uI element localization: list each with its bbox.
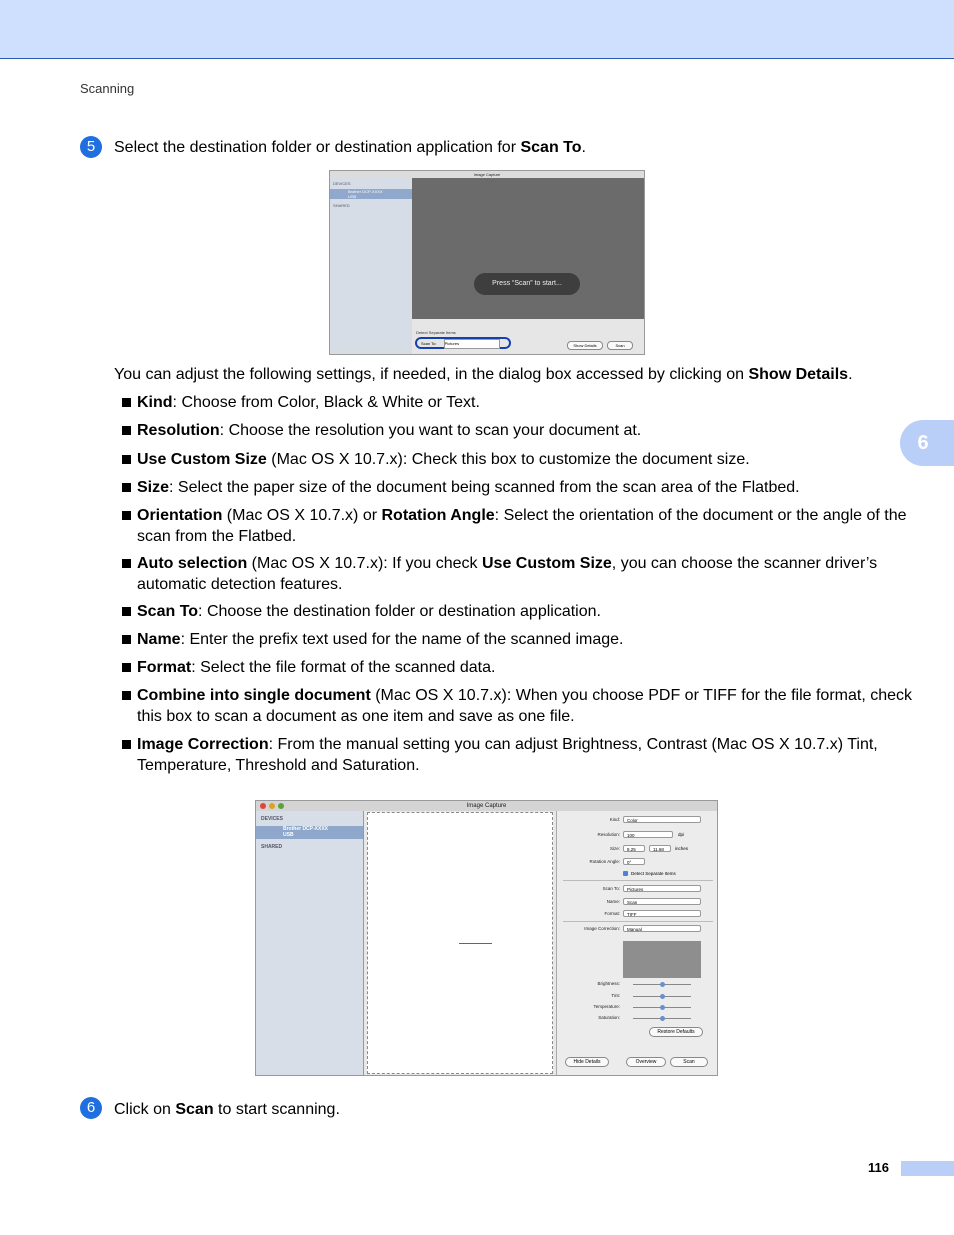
bullet-text: : Select the file format of the scanned data. xyxy=(191,659,496,676)
separator xyxy=(563,880,713,881)
size-label: Size: xyxy=(609,846,620,851)
hide-details-button[interactable]: Hide Details xyxy=(565,1057,609,1067)
bullet-term: Name xyxy=(137,631,181,648)
scan-to-value: Pictures xyxy=(444,339,500,349)
step-6-bold: Scan xyxy=(175,1101,214,1118)
window-title: Image Capture xyxy=(256,801,717,811)
devices-label: DEVICES xyxy=(333,181,351,186)
bullet-term: Size xyxy=(137,479,170,496)
show-details-button[interactable]: Show Details xyxy=(567,341,603,350)
resolution-unit: dpi xyxy=(678,832,685,837)
step-5-text xyxy=(114,138,586,158)
device-sub: USB xyxy=(348,194,357,199)
resolution-select[interactable]: 100 xyxy=(623,831,673,838)
step-6-text-b: to start scanning. xyxy=(213,1101,340,1118)
bullet-square-icon xyxy=(122,426,131,435)
bullet-term: Orientation xyxy=(137,507,223,524)
intro-text: You can adjust the following settings, if needed, in the dialog box accessed by clicking on xyxy=(114,366,749,383)
bullet-resolution xyxy=(122,421,912,442)
bullet-square-icon xyxy=(122,740,131,749)
format-select[interactable]: TIFF xyxy=(623,910,701,917)
bullet-square-icon xyxy=(122,635,131,644)
intro-bold: Show Details xyxy=(748,366,849,383)
bullet-term: Combine into single document xyxy=(137,687,371,704)
step-6-badge: 6 xyxy=(80,1097,102,1119)
bullet-format xyxy=(122,658,912,679)
size-height-field[interactable]: 11.68 xyxy=(649,845,671,852)
bullet-square-icon xyxy=(122,511,131,520)
step-6-text xyxy=(114,1100,340,1120)
detect-label: Detect Separate Items xyxy=(631,871,676,876)
step-5-text-b: . xyxy=(581,139,586,156)
device-item[interactable] xyxy=(330,189,412,199)
bullet-square-icon xyxy=(122,483,131,492)
detect-checkbox-label[interactable]: Detect Separate Items xyxy=(416,330,456,335)
image-capture-screenshot-1 xyxy=(329,170,645,355)
bullet-text: : Select the paper size of the document being scanned from the scan area of the Flatbed. xyxy=(169,479,800,496)
bullet-square-icon xyxy=(122,663,131,672)
scan-preview[interactable] xyxy=(367,812,553,1074)
device-name: Brother DCP-XXXX xyxy=(283,826,329,832)
bullet-image-correction xyxy=(122,735,912,776)
bullet-term: Scan To xyxy=(137,603,199,620)
page-number: 116 xyxy=(868,1160,889,1175)
bottom-bar xyxy=(412,319,644,354)
zoom-icon[interactable] xyxy=(278,803,284,809)
bullet-square-icon xyxy=(122,398,131,407)
bullet-text: (Mac OS X 10.7.x): If you check xyxy=(247,555,482,572)
name-label: Name: xyxy=(606,899,620,904)
brightness-slider[interactable] xyxy=(633,984,691,985)
bullet-text: (Mac OS X 10.7.x): Check this box to customize the document size. xyxy=(266,451,750,468)
restore-defaults-button[interactable]: Restore Defaults xyxy=(649,1027,703,1037)
minimize-icon[interactable] xyxy=(269,803,275,809)
scan-to-select[interactable]: Pictures xyxy=(623,885,701,892)
bullet-text: : Choose the destination folder or destination application. xyxy=(198,603,601,620)
bullet-orientation xyxy=(122,506,912,547)
bullet-text-2: , you can choose the scanner driver’s automatic detection features. xyxy=(137,555,878,593)
bullet-square-icon xyxy=(122,455,131,464)
tint-label: Tint: xyxy=(611,993,620,998)
size-unit: inches xyxy=(675,846,689,851)
bullet-term: Kind xyxy=(137,394,173,411)
temperature-label: Temperature: xyxy=(593,1004,620,1009)
step-5-bold: Scan To xyxy=(520,139,582,156)
running-header: Scanning xyxy=(80,81,135,96)
image-correction-select[interactable]: Manual xyxy=(623,925,701,932)
bullet-combine xyxy=(122,686,912,727)
name-field[interactable]: Scan xyxy=(623,898,701,905)
scan-to-label: Scan To: xyxy=(602,886,620,891)
bullet-text: : From the manual setting you can adjust Brightness, Contrast (Mac OS X 10.7.x) Tint, Temperature, Threshold and Saturation. xyxy=(137,736,878,774)
size-width-field[interactable]: 8.25 xyxy=(623,845,645,852)
chapter-tab: 6 xyxy=(900,420,954,466)
window-title: Image Capture xyxy=(330,171,644,178)
step-5-text-a: Select the destination folder or destination application for xyxy=(114,139,521,156)
scan-to-label: Scan To: xyxy=(421,341,437,346)
detect-checkbox[interactable] xyxy=(623,871,628,876)
separator xyxy=(563,921,713,922)
bullet-square-icon xyxy=(122,607,131,616)
slider-knob[interactable] xyxy=(660,1016,665,1021)
shared-label: SHARED xyxy=(333,203,350,208)
devices-label: DEVICES xyxy=(261,816,283,822)
shared-label: SHARED xyxy=(261,844,283,850)
bullet-auto-selection xyxy=(122,554,912,595)
slider-knob[interactable] xyxy=(660,982,665,987)
bullet-term: Use Custom Size xyxy=(137,451,267,468)
details-panel xyxy=(556,811,718,1075)
slider-knob[interactable] xyxy=(660,1005,665,1010)
page-number-bar xyxy=(901,1161,954,1176)
bullet-scan-to xyxy=(122,602,912,623)
step-5-badge: 5 xyxy=(80,136,102,158)
sidebar xyxy=(256,811,364,1075)
saturation-label: Saturation: xyxy=(598,1015,620,1020)
format-label: Format: xyxy=(604,911,620,916)
intro-paragraph xyxy=(114,365,853,385)
preview-divider xyxy=(459,943,492,944)
bullet-custom-size xyxy=(122,450,912,471)
header-band xyxy=(0,0,954,59)
scan-button[interactable]: Scan xyxy=(607,341,633,350)
bullet-term: Auto selection xyxy=(137,555,248,572)
tint-slider[interactable] xyxy=(633,996,691,997)
bullet-term: Image Correction xyxy=(137,736,269,753)
bullet-term: Resolution xyxy=(137,422,220,439)
step-6-text-a: Click on xyxy=(114,1101,176,1118)
sidebar xyxy=(330,178,412,348)
bullet-square-icon xyxy=(122,559,131,568)
rotation-label: Rotation Angle: xyxy=(589,859,620,864)
saturation-slider[interactable] xyxy=(633,1018,691,1019)
bullet-term: Format xyxy=(137,659,192,676)
bullet-text-2: : Select the orientation of the document or the angle of the scan from the Flatbed. xyxy=(137,507,907,545)
histogram-preview xyxy=(623,941,701,978)
rotation-field[interactable]: 0° xyxy=(623,858,645,865)
scan-to-select[interactable] xyxy=(415,337,511,349)
temperature-slider[interactable] xyxy=(633,1007,691,1008)
brightness-label: Brightness: xyxy=(597,981,620,986)
bullet-size xyxy=(122,478,912,499)
bullet-square-icon xyxy=(122,691,131,700)
bullet-name xyxy=(122,630,912,651)
bullet-term-2: Rotation Angle xyxy=(381,507,495,524)
kind-label: Kind: xyxy=(609,817,620,822)
device-name: Brother DCP-XXXX xyxy=(348,189,383,194)
bullet-text: : Choose from Color, Black & White or Text. xyxy=(172,394,480,411)
press-scan-hint: Press “Scan” to start... xyxy=(474,273,580,295)
close-icon[interactable] xyxy=(260,803,266,809)
image-capture-screenshot-2 xyxy=(255,800,718,1076)
bullet-text: (Mac OS X 10.7.x): When you choose PDF or TIFF for the file format, check this box to scan a document as one item and save as one file. xyxy=(137,687,913,725)
resolution-label: Resolution: xyxy=(597,832,620,837)
device-sub: USB xyxy=(283,832,294,838)
bullet-text: : Choose the resolution you want to scan your document at. xyxy=(219,422,642,439)
scan-button[interactable]: Scan xyxy=(670,1057,708,1067)
kind-select[interactable]: Color xyxy=(623,816,701,823)
overview-button[interactable]: Overview xyxy=(626,1057,666,1067)
bullet-term-2: Use Custom Size xyxy=(481,555,612,572)
preview-area xyxy=(412,178,644,319)
intro-end: . xyxy=(848,366,853,383)
bullet-kind xyxy=(122,393,912,414)
bullet-text: : Enter the prefix text used for the name of the scanned image. xyxy=(180,631,624,648)
slider-knob[interactable] xyxy=(660,994,665,999)
bullet-text: (Mac OS X 10.7.x) or xyxy=(222,507,382,524)
device-item[interactable] xyxy=(256,826,363,839)
image-correction-label: Image Correction: xyxy=(584,926,620,931)
